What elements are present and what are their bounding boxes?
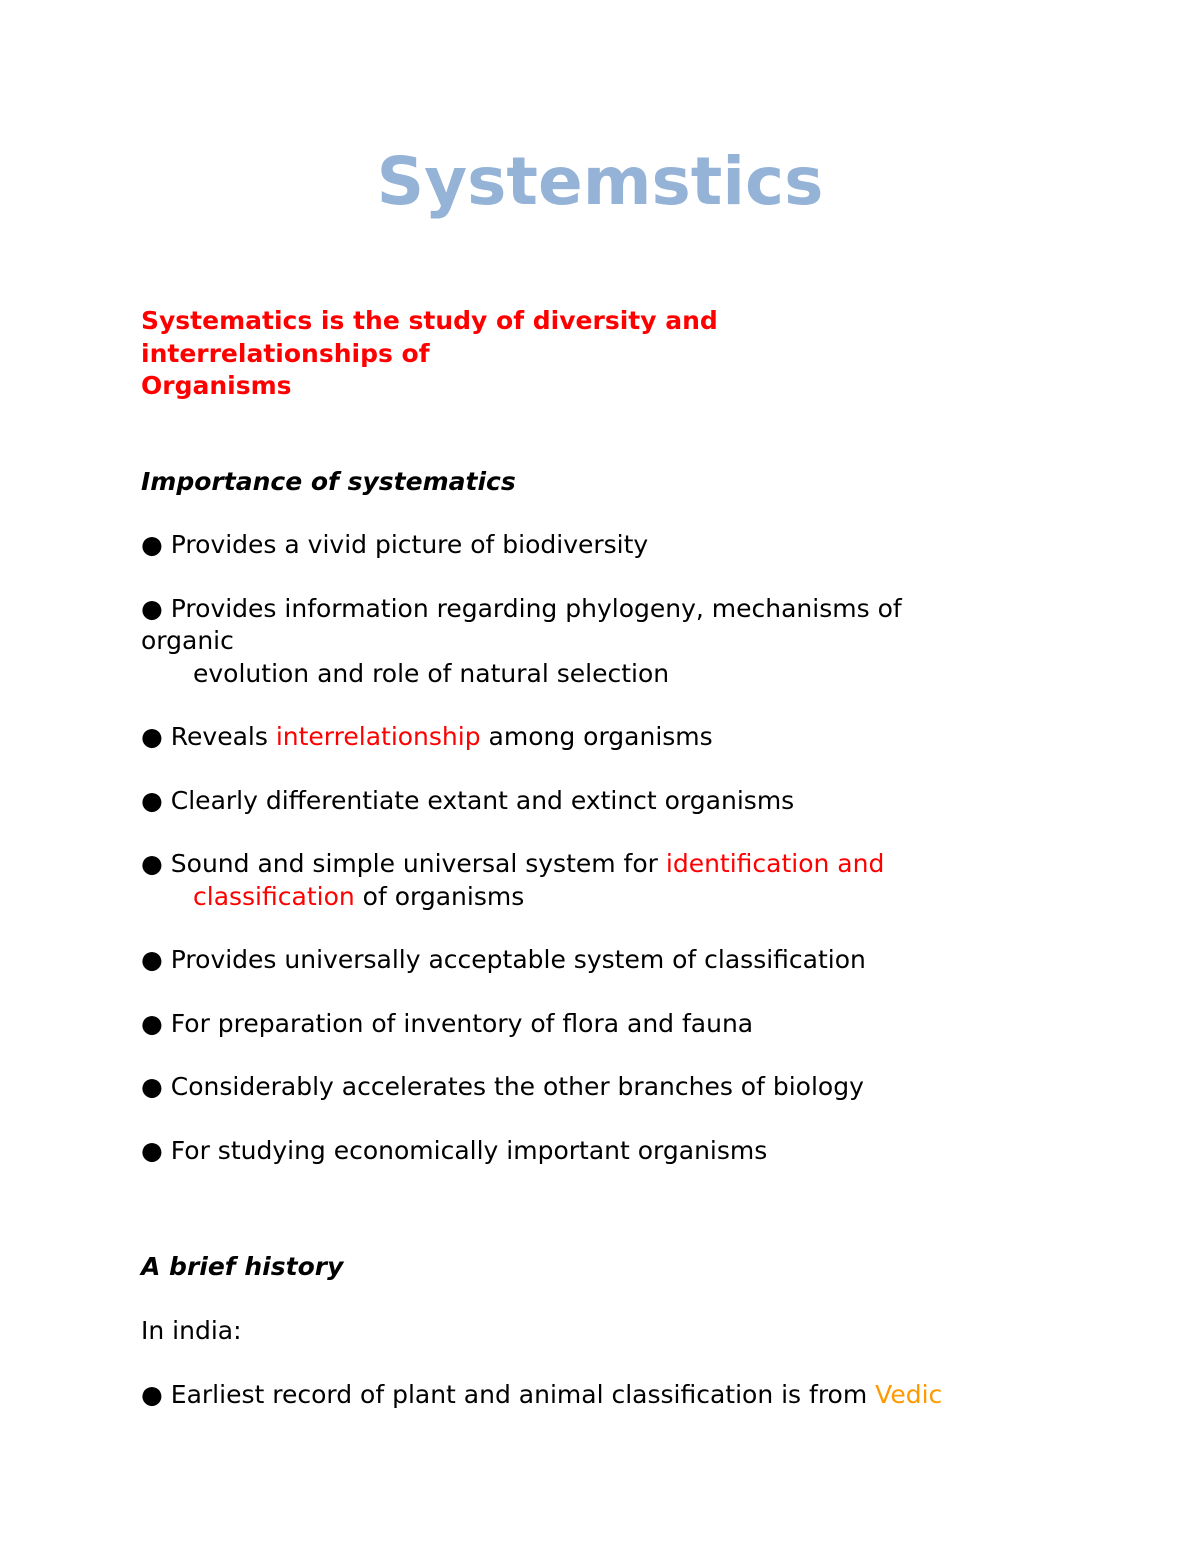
bullet-text: Considerably accelerates the other branches of biology (170, 1072, 864, 1101)
importance-list (141, 529, 1161, 1198)
bullet-text: Clearly differentiate extant and extinct organisms (170, 785, 795, 815)
highlight-term: interrelationship (275, 722, 481, 751)
bullet-dot: ● (141, 1135, 163, 1165)
bullet-dot: ● (141, 849, 163, 878)
list-item (141, 721, 1161, 754)
intro-line: interrelationships of (141, 338, 430, 368)
intro-definition (141, 305, 718, 403)
highlight-term: Vedic (875, 1380, 943, 1409)
bullet-text: Provides a vivid picture of biodiversity (170, 530, 649, 559)
history-bullet (141, 1379, 942, 1411)
list-item (141, 529, 1161, 562)
india-label: In india: (141, 1316, 242, 1345)
bullet-text: of organisms (354, 881, 525, 911)
bullet-text: For studying economically important organisms (170, 1135, 768, 1165)
bullet-dot: ● (141, 593, 163, 623)
bullet-text: among organisms (480, 722, 713, 751)
bullet-text: Earliest record of plant and animal classification is from (170, 1380, 876, 1409)
list-item (141, 785, 1161, 818)
highlight-term: classification (193, 881, 355, 911)
bullet-dot: ● (141, 1008, 163, 1038)
bullet-dot: ● (141, 530, 163, 559)
importance-heading: Importance of systematics (141, 467, 516, 496)
bullet-text: Sound and simple universal system for (170, 849, 666, 878)
intro-line: Systematics is the study of diversity and (141, 306, 718, 335)
bullet-text: Reveals (170, 722, 276, 751)
bullet-text: evolution and role of natural selection (193, 658, 670, 688)
bullet-dot: ● (141, 1380, 163, 1409)
list-item (141, 1135, 1161, 1168)
bullet-text: Provides information regarding phylogeny, mechanisms of (170, 593, 902, 623)
bullet-text: Provides universally acceptable system of classification (170, 945, 866, 974)
highlight-term: identification and (665, 849, 885, 878)
bullet-dot: ● (141, 1072, 163, 1101)
bullet-dot: ● (141, 722, 163, 751)
list-item (141, 1008, 1161, 1041)
list-item (141, 848, 1161, 913)
bullet-dot: ● (141, 945, 163, 974)
bullet-dot: ● (141, 785, 163, 815)
history-heading: A brief history (141, 1252, 344, 1281)
page-title: Systemstics (376, 143, 824, 220)
bullet-text: organic (141, 626, 234, 655)
intro-line: Organisms (141, 371, 292, 400)
list-item (141, 593, 1161, 691)
bullet-text: For preparation of inventory of flora and fauna (170, 1008, 754, 1038)
list-item (141, 944, 1161, 977)
list-item (141, 1071, 1161, 1104)
